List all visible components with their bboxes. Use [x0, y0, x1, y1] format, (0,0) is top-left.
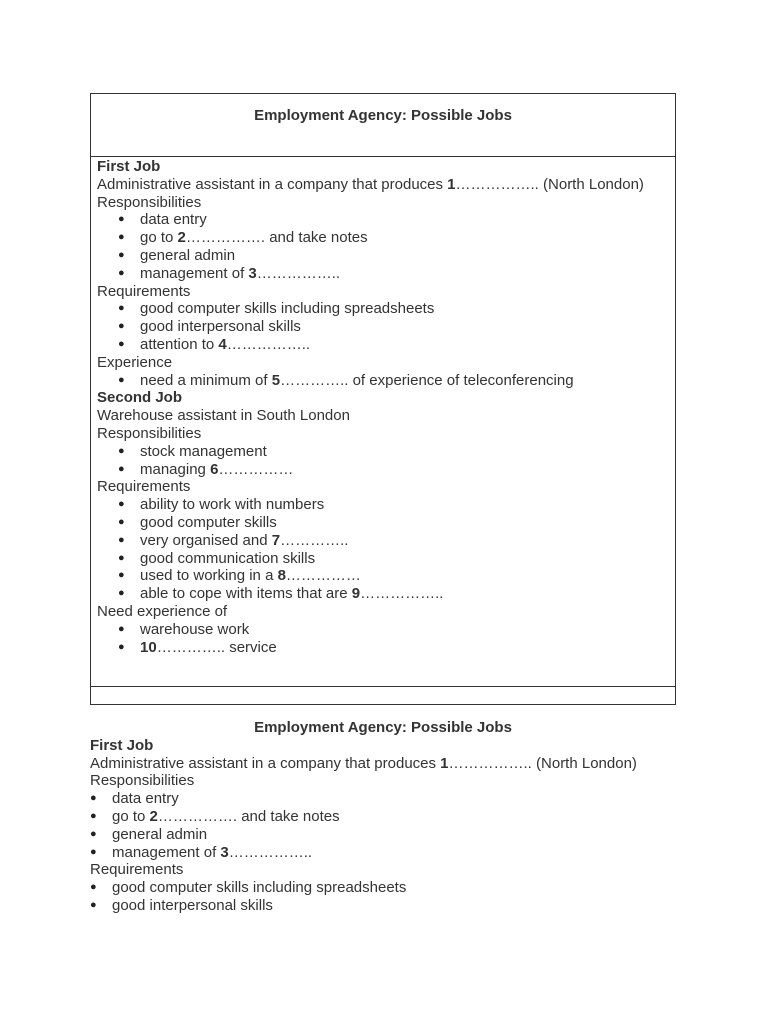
list-item	[97, 639, 669, 657]
list-item	[97, 496, 669, 514]
item-text: management of	[112, 843, 221, 861]
gap-number: 4	[218, 335, 227, 353]
item-text: good computer skills	[140, 513, 277, 531]
second-job-resp-list	[97, 443, 669, 479]
first-job-resp-label: Responsibilities	[97, 193, 202, 211]
item-text-end: ……………	[218, 460, 294, 478]
list-item	[97, 265, 669, 283]
gap-number: 1	[447, 175, 456, 193]
item-text: stock management	[140, 442, 267, 460]
item-text: good interpersonal skills	[112, 896, 273, 914]
item-text: attention to	[140, 335, 219, 353]
second-job-intro: Warehouse assistant in South London	[97, 407, 350, 425]
item-text: general admin	[112, 825, 208, 843]
repeat-title: Employment Agency: Possible Jobs	[254, 719, 512, 736]
table-header-cell	[91, 94, 675, 157]
gap-number: 2	[177, 229, 186, 247]
second-job-exp-label: Need experience of	[97, 602, 228, 620]
item-text-end: ……………..	[256, 264, 341, 282]
item-text-end: ……………..	[360, 585, 444, 603]
gap-number: 3	[248, 264, 257, 282]
jobs-table	[90, 93, 676, 705]
first-job-exp-list	[97, 372, 669, 390]
list-item	[97, 443, 669, 461]
gap-number: 7	[271, 531, 281, 549]
repeat-req-label: Requirements	[90, 861, 184, 879]
gap-number: 1	[440, 754, 449, 772]
list-item	[97, 532, 669, 550]
item-text: management of	[140, 264, 249, 282]
list-item	[97, 247, 669, 265]
list-item	[90, 826, 676, 844]
repeat-intro	[90, 755, 676, 773]
item-text-end: ……………. and take notes	[185, 229, 368, 247]
intro-text: Administrative assistant in a company that produces	[97, 175, 448, 193]
list-item	[97, 461, 669, 479]
item-text-end: …………..	[280, 531, 349, 549]
list-item	[97, 318, 669, 336]
item-text: good communication skills	[140, 549, 316, 567]
list-item	[97, 211, 669, 229]
second-job-req-list	[97, 496, 669, 603]
item-text-end: ……………. and take notes	[157, 807, 340, 825]
first-job-req-label: Requirements	[97, 282, 191, 300]
intro-text: Administrative assistant in a company that produces	[90, 754, 441, 772]
list-item	[90, 844, 676, 862]
gap-number: 9	[351, 585, 361, 603]
first-job-req-list	[97, 300, 669, 353]
gap-number: 5	[271, 371, 281, 389]
item-text-end: ……………	[285, 567, 361, 585]
list-item	[97, 336, 669, 354]
list-item	[90, 879, 676, 897]
list-item	[90, 897, 676, 915]
intro-text-end: …………….. (North London)	[448, 754, 637, 772]
item-text: ability to work with numbers	[140, 496, 325, 514]
gap-number: 6	[210, 460, 219, 478]
list-item	[97, 550, 669, 568]
item-text-end: ………….. service	[156, 638, 277, 656]
item-text: good computer skills including spreadsheets	[140, 300, 435, 318]
list-item	[97, 514, 669, 532]
second-job-req-label: Requirements	[97, 478, 191, 496]
second-job-heading: Second Job	[97, 389, 183, 407]
item-text-end: ……………..	[226, 335, 311, 353]
item-text: need a minimum of	[140, 371, 272, 389]
item-text: general admin	[140, 246, 236, 264]
item-text: used to working in a	[140, 567, 278, 585]
repeat-resp-label: Responsibilities	[90, 772, 195, 790]
first-job-resp-list	[97, 211, 669, 282]
second-job-resp-label: Responsibilities	[97, 424, 202, 442]
item-text: good interpersonal skills	[140, 318, 301, 336]
first-job-exp-label: Experience	[97, 353, 173, 371]
item-text: able to cope with items that are	[140, 585, 352, 603]
item-text: warehouse work	[140, 620, 250, 638]
repeated-section	[90, 719, 676, 915]
list-item	[90, 808, 676, 826]
item-text: very organised and	[140, 531, 272, 549]
intro-text-end: …………….. (North London)	[455, 175, 644, 193]
list-item	[90, 790, 676, 808]
repeat-resp-list	[90, 790, 676, 861]
item-text: good computer skills including spreadsheets	[112, 879, 407, 897]
list-item	[97, 585, 669, 603]
list-item	[97, 621, 669, 639]
item-text: go to	[112, 807, 150, 825]
item-text: data entry	[140, 211, 207, 229]
repeat-heading: First Job	[90, 736, 154, 754]
item-text: go to	[140, 229, 178, 247]
repeat-req-list	[90, 879, 676, 915]
gap-number: 2	[149, 807, 158, 825]
list-item	[97, 567, 669, 585]
list-item	[97, 229, 669, 247]
first-job-intro	[97, 176, 669, 194]
item-text: data entry	[112, 790, 179, 808]
gap-number: 3	[220, 843, 229, 861]
item-text: managing	[140, 460, 211, 478]
gap-number: 8	[277, 567, 286, 585]
gap-number: 10	[140, 638, 157, 656]
item-text-end: ……………..	[228, 843, 313, 861]
table-body-cell	[91, 157, 675, 687]
first-job-heading: First Job	[97, 158, 161, 175]
list-item	[97, 372, 669, 390]
second-job-exp-list	[97, 621, 669, 657]
page-title: Employment Agency: Possible Jobs	[254, 107, 512, 124]
item-text-end: ………….. of experience of teleconferencing	[280, 371, 574, 389]
list-item	[97, 300, 669, 318]
